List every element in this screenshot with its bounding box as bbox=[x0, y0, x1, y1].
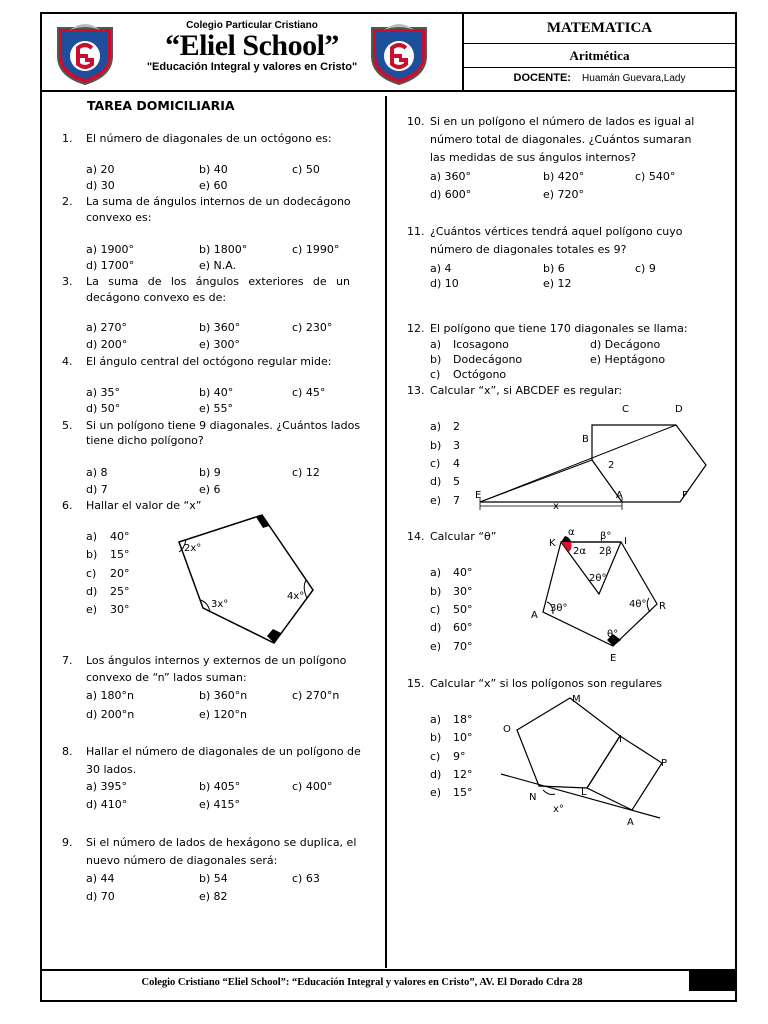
school-top-line: Colegio Particular Cristiano bbox=[186, 20, 318, 31]
vertex-label: O bbox=[503, 724, 511, 735]
option-letter: b) bbox=[430, 439, 442, 452]
option-letter: a) bbox=[430, 338, 442, 351]
option: a) 360° bbox=[430, 170, 472, 183]
option: c) 12 bbox=[292, 466, 320, 479]
vertex-label: A bbox=[531, 610, 538, 621]
angle-label: 4θ° bbox=[629, 599, 647, 610]
question-number: 5. bbox=[62, 419, 73, 432]
option: c) 1990° bbox=[292, 243, 340, 256]
option-value: 60° bbox=[453, 621, 473, 634]
option: c) 9 bbox=[635, 262, 656, 275]
vertex-label: C bbox=[622, 404, 629, 415]
option-letter: b) bbox=[86, 548, 98, 561]
option-value: Octógono bbox=[453, 368, 507, 381]
figure-14-polygon bbox=[525, 522, 675, 668]
question-text: El polígono que tiene 170 diagonales se llama: bbox=[430, 322, 688, 335]
question-text: Hallar el valor de “x” bbox=[86, 499, 202, 512]
option: e) 300° bbox=[199, 338, 241, 351]
option: e) N.A. bbox=[199, 259, 237, 272]
option-value: 9° bbox=[453, 750, 466, 763]
option-letter: c) bbox=[430, 603, 441, 616]
option: a) 44 bbox=[86, 872, 115, 885]
option: e) 60 bbox=[199, 179, 228, 192]
option-letter: a) bbox=[430, 566, 442, 579]
option: a) 35° bbox=[86, 386, 121, 399]
angle-label: 3x° bbox=[211, 599, 229, 610]
pentagon-shape bbox=[543, 542, 657, 646]
option: d) 70 bbox=[86, 890, 115, 903]
option: e) 12 bbox=[543, 277, 572, 290]
footer bbox=[42, 969, 735, 1000]
angle-arc bbox=[304, 580, 307, 598]
angle-label: 2x° bbox=[184, 543, 202, 554]
school-name: “Eliel School” bbox=[165, 29, 339, 62]
header bbox=[42, 14, 735, 92]
option: c) 270°n bbox=[292, 689, 340, 702]
question-number: 1. bbox=[62, 132, 73, 145]
option: a) 4 bbox=[430, 262, 452, 275]
vertex-label: K bbox=[549, 538, 556, 549]
vertex-label: D bbox=[675, 404, 683, 415]
option-letter: b) bbox=[430, 731, 442, 744]
figure-6-pentagon bbox=[170, 508, 320, 652]
column-divider bbox=[385, 96, 387, 968]
option: d) 10 bbox=[430, 277, 459, 290]
vertex-label: E bbox=[610, 653, 617, 664]
option: c) 540° bbox=[635, 170, 676, 183]
header-info-table bbox=[462, 14, 735, 90]
option: d) 600° bbox=[430, 188, 472, 201]
option: e) 120°n bbox=[199, 708, 248, 721]
option-letter: e) bbox=[430, 494, 442, 507]
pentagon-shape bbox=[179, 515, 313, 643]
option: c) 63 bbox=[292, 872, 320, 885]
option: d) 200°n bbox=[86, 708, 135, 721]
option-letter: a) bbox=[430, 713, 442, 726]
question-text: número de diagonales totales es 9? bbox=[430, 243, 627, 256]
vertex-label: P bbox=[661, 758, 668, 769]
option-value: 12° bbox=[453, 768, 473, 781]
segment-label: x bbox=[553, 501, 559, 512]
option: a) 20 bbox=[86, 163, 115, 176]
question-text: Calcular “x” si los polígonos son regulares bbox=[430, 677, 662, 690]
question-text: El número de diagonales de un octógono es: bbox=[86, 132, 332, 145]
question-number: 7. bbox=[62, 654, 73, 667]
vertex-label: M bbox=[572, 694, 581, 705]
question-text: Los ángulos internos y externos de un polígono bbox=[86, 654, 347, 667]
option-letter: c) bbox=[430, 368, 441, 381]
subject-cell: MATEMATICA bbox=[464, 14, 735, 44]
option: a) 180°n bbox=[86, 689, 134, 702]
option: a) 395° bbox=[86, 780, 128, 793]
question-text: convexo es: bbox=[86, 211, 152, 224]
option-letter: e) bbox=[430, 640, 442, 653]
option: b) 40 bbox=[199, 163, 228, 176]
vertex-label: A bbox=[627, 817, 634, 828]
option-value: 30° bbox=[110, 603, 130, 616]
question-number: 3. bbox=[62, 275, 73, 288]
question-text: La suma de ángulos internos de un dodecágono bbox=[86, 195, 351, 208]
option-value: 40° bbox=[453, 566, 473, 579]
angle-label: x° bbox=[553, 804, 564, 815]
option-value: Icosagono bbox=[453, 338, 509, 351]
option: b) 54 bbox=[199, 872, 228, 885]
option: c) 230° bbox=[292, 321, 333, 334]
vertex-label: R bbox=[659, 601, 666, 612]
angle-label: 3θ° bbox=[550, 603, 568, 614]
option-letter: b) bbox=[430, 353, 442, 366]
question-number: 9. bbox=[62, 836, 73, 849]
segment-label: 2 bbox=[608, 460, 615, 471]
question-number: 13. bbox=[407, 384, 425, 397]
angle-label: θ° bbox=[607, 629, 619, 640]
angle-label: 2θ° bbox=[589, 573, 607, 584]
option: c) 50 bbox=[292, 163, 320, 176]
option-letter: d) bbox=[430, 768, 442, 781]
option-letter: c) bbox=[86, 567, 97, 580]
angle-arc bbox=[647, 598, 650, 612]
angle-label: 2β bbox=[599, 546, 612, 557]
option-value: 18° bbox=[453, 713, 473, 726]
option-value: 40° bbox=[110, 530, 130, 543]
option: e) 55° bbox=[199, 402, 234, 415]
option: b) 40° bbox=[199, 386, 234, 399]
school-title-block bbox=[132, 20, 372, 73]
option-letter: c) bbox=[430, 750, 441, 763]
option-value: 25° bbox=[110, 585, 130, 598]
question-text: ¿Cuántos vértices tendrá aquel polígono cuyo bbox=[430, 225, 683, 238]
option: b) 360°n bbox=[199, 689, 248, 702]
option: e) Heptágono bbox=[590, 353, 666, 366]
angle-label: β° bbox=[600, 531, 612, 542]
question-text: convexo de “n” lados suman: bbox=[86, 671, 247, 684]
question-number: 12. bbox=[407, 322, 425, 335]
option-value: 30° bbox=[453, 585, 473, 598]
option-letter: a) bbox=[430, 420, 442, 433]
question-text: La suma de los ángulos exteriores de un bbox=[86, 275, 350, 288]
angle-label: 2α bbox=[573, 546, 586, 557]
option-letter: d) bbox=[430, 475, 442, 488]
teacher-label: DOCENTE: bbox=[513, 72, 571, 84]
footer-black-box bbox=[689, 969, 735, 991]
question-number: 8. bbox=[62, 745, 73, 758]
vertex-label: E bbox=[475, 490, 482, 501]
option-value: 10° bbox=[453, 731, 473, 744]
option-letter: e) bbox=[86, 603, 98, 616]
option-value: 5 bbox=[453, 475, 460, 488]
option: b) 405° bbox=[199, 780, 241, 793]
question-text: Hallar el número de diagonales de un polígono de bbox=[86, 745, 361, 758]
question-text: nuevo número de diagonales será: bbox=[86, 854, 278, 867]
option: a) 8 bbox=[86, 466, 108, 479]
option: d) 410° bbox=[86, 798, 128, 811]
option-letter: d) bbox=[86, 585, 98, 598]
question-number: 6. bbox=[62, 499, 73, 512]
option-value: 4 bbox=[453, 457, 460, 470]
option: e) 415° bbox=[199, 798, 241, 811]
vertex-label: L bbox=[581, 787, 587, 798]
footer-text: Colegio Cristiano “Eliel School”: “Educación Integral y valores en Cristo”, AV. El Dorado Cdra 28 bbox=[141, 977, 583, 988]
question-text: El ángulo central del octógono regular mide: bbox=[86, 355, 332, 368]
pentagon-shape bbox=[517, 698, 620, 788]
angle-label: α bbox=[568, 527, 575, 538]
teacher-cell bbox=[464, 68, 735, 88]
option-letter: b) bbox=[430, 585, 442, 598]
vertex-label: I bbox=[624, 536, 627, 547]
alpha-angle-mark bbox=[561, 542, 572, 552]
option: c) 45° bbox=[292, 386, 326, 399]
square-shape bbox=[587, 736, 662, 810]
option-value: 70° bbox=[453, 640, 473, 653]
figure-13-hexagon bbox=[470, 398, 720, 516]
option-value: 50° bbox=[453, 603, 473, 616]
school-shield-logo-left bbox=[54, 20, 116, 86]
option: d) 200° bbox=[86, 338, 128, 351]
option: d) 7 bbox=[86, 483, 108, 496]
question-number: 14. bbox=[407, 530, 425, 543]
figure-15-polygons bbox=[495, 690, 670, 830]
option-letter: a) bbox=[86, 530, 98, 543]
question-text: Calcular “x”, si ABCDEF es regular: bbox=[430, 384, 623, 397]
option-value: Dodecágono bbox=[453, 353, 523, 366]
option: d) 30 bbox=[86, 179, 115, 192]
vertex-label: N bbox=[529, 792, 537, 803]
option: a) 1900° bbox=[86, 243, 135, 256]
topic-cell: Aritmética bbox=[464, 44, 735, 68]
option: b) 420° bbox=[543, 170, 585, 183]
option-value: 15° bbox=[110, 548, 130, 561]
option: c) 400° bbox=[292, 780, 333, 793]
option: e) 82 bbox=[199, 890, 228, 903]
teacher-name: Huamán Guevara,Lady bbox=[582, 73, 686, 84]
angle-arc bbox=[543, 790, 555, 795]
question-text: Si en un polígono el número de lados es igual al bbox=[430, 115, 695, 128]
option: d) 1700° bbox=[86, 259, 135, 272]
option: b) 360° bbox=[199, 321, 241, 334]
option: d) Decágono bbox=[590, 338, 661, 351]
vertex-label: A bbox=[616, 490, 623, 501]
option-letter: e) bbox=[430, 786, 442, 799]
option-value: 3 bbox=[453, 439, 460, 452]
question-text: Si el número de lados de hexágono se duplica, el bbox=[86, 836, 357, 849]
question-text: 30 lados. bbox=[86, 763, 137, 776]
option: d) 50° bbox=[86, 402, 121, 415]
school-motto: "Educación Integral y valores en Cristo" bbox=[146, 61, 358, 73]
question-text: tiene dicho polígono? bbox=[86, 434, 204, 447]
option-value: 2 bbox=[453, 420, 460, 433]
question-number: 15. bbox=[407, 677, 425, 690]
question-text: Si un polígono tiene 9 diagonales. ¿Cuántos lados bbox=[86, 419, 361, 432]
option-letter: c) bbox=[430, 457, 441, 470]
option: b) 1800° bbox=[199, 243, 248, 256]
question-number: 10. bbox=[407, 115, 425, 128]
option: b) 6 bbox=[543, 262, 565, 275]
vertex-label: F bbox=[682, 490, 688, 501]
option: b) 9 bbox=[199, 466, 221, 479]
angle-label: 4x° bbox=[287, 591, 305, 602]
option-value: 15° bbox=[453, 786, 473, 799]
question-text: número total de diagonales. ¿Cuántos sumaran bbox=[430, 133, 692, 146]
school-shield-logo-right bbox=[368, 20, 430, 86]
option: a) 270° bbox=[86, 321, 128, 334]
diagonal-line bbox=[480, 460, 592, 502]
question-number: 2. bbox=[62, 195, 73, 208]
question-text: las medidas de sus ángulos internos? bbox=[430, 151, 637, 164]
vertex-label: I bbox=[619, 734, 622, 745]
option-value: 7 bbox=[453, 494, 460, 507]
question-number: 4. bbox=[62, 355, 73, 368]
question-text: decágono convexo es de: bbox=[86, 291, 227, 304]
question-text: Calcular “θ” bbox=[430, 530, 497, 543]
option-letter: d) bbox=[430, 621, 442, 634]
homework-title: TAREA DOMICILIARIA bbox=[87, 98, 235, 113]
option: e) 6 bbox=[199, 483, 221, 496]
question-number: 11. bbox=[407, 225, 425, 238]
option-value: 20° bbox=[110, 567, 130, 580]
option: e) 720° bbox=[543, 188, 585, 201]
vertex-label: B bbox=[582, 434, 589, 445]
